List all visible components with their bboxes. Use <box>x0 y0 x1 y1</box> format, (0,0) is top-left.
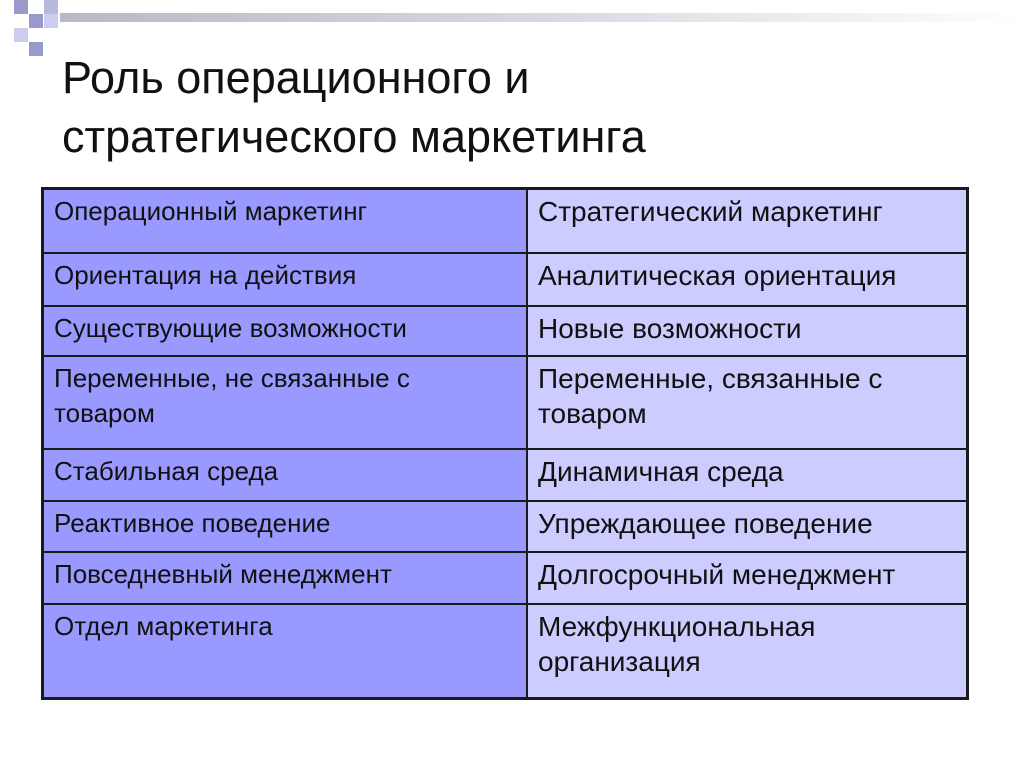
slide-title <box>62 48 646 166</box>
strategic-cell: Стратегический маркетинг <box>527 189 968 253</box>
operational-cell: Повседневный менеджмент <box>43 552 528 604</box>
strategic-cell: Аналитическая ориентация <box>527 253 968 306</box>
operational-cell: Существующие возможности <box>43 306 528 356</box>
table-row <box>43 449 968 501</box>
table-row <box>43 501 968 552</box>
table-row <box>43 604 968 699</box>
operational-cell: Операционный маркетинг <box>43 189 528 253</box>
operational-cell: Переменные, не связанные с товаром <box>43 356 528 449</box>
operational-cell: Реактивное поведение <box>43 501 528 552</box>
strategic-cell: Долгосрочный менеджмент <box>527 552 968 604</box>
strategic-cell: Межфункциональная организация <box>527 604 968 699</box>
decor-square <box>44 0 58 14</box>
table-row <box>43 253 968 306</box>
operational-cell: Ориентация на действия <box>43 253 528 306</box>
strategic-cell: Новые возможности <box>527 306 968 356</box>
table-row <box>43 189 968 253</box>
decor-square <box>29 42 43 56</box>
title-line: Роль операционного и <box>62 52 530 103</box>
strategic-cell: Переменные, связанные с товаром <box>527 356 968 449</box>
decor-top-bar <box>60 13 1024 22</box>
operational-cell: Отдел маркетинга <box>43 604 528 699</box>
table-row <box>43 552 968 604</box>
comparison-table <box>41 187 969 700</box>
title-line: стратегического маркетинга <box>62 111 646 162</box>
decor-square <box>14 0 28 14</box>
operational-cell: Стабильная среда <box>43 449 528 501</box>
table-row <box>43 356 968 449</box>
decor-square <box>44 14 58 28</box>
table-row <box>43 306 968 356</box>
strategic-cell: Упреждающее поведение <box>527 501 968 552</box>
strategic-cell: Динамичная среда <box>527 449 968 501</box>
decor-square <box>14 28 28 42</box>
decor-square <box>29 14 43 28</box>
